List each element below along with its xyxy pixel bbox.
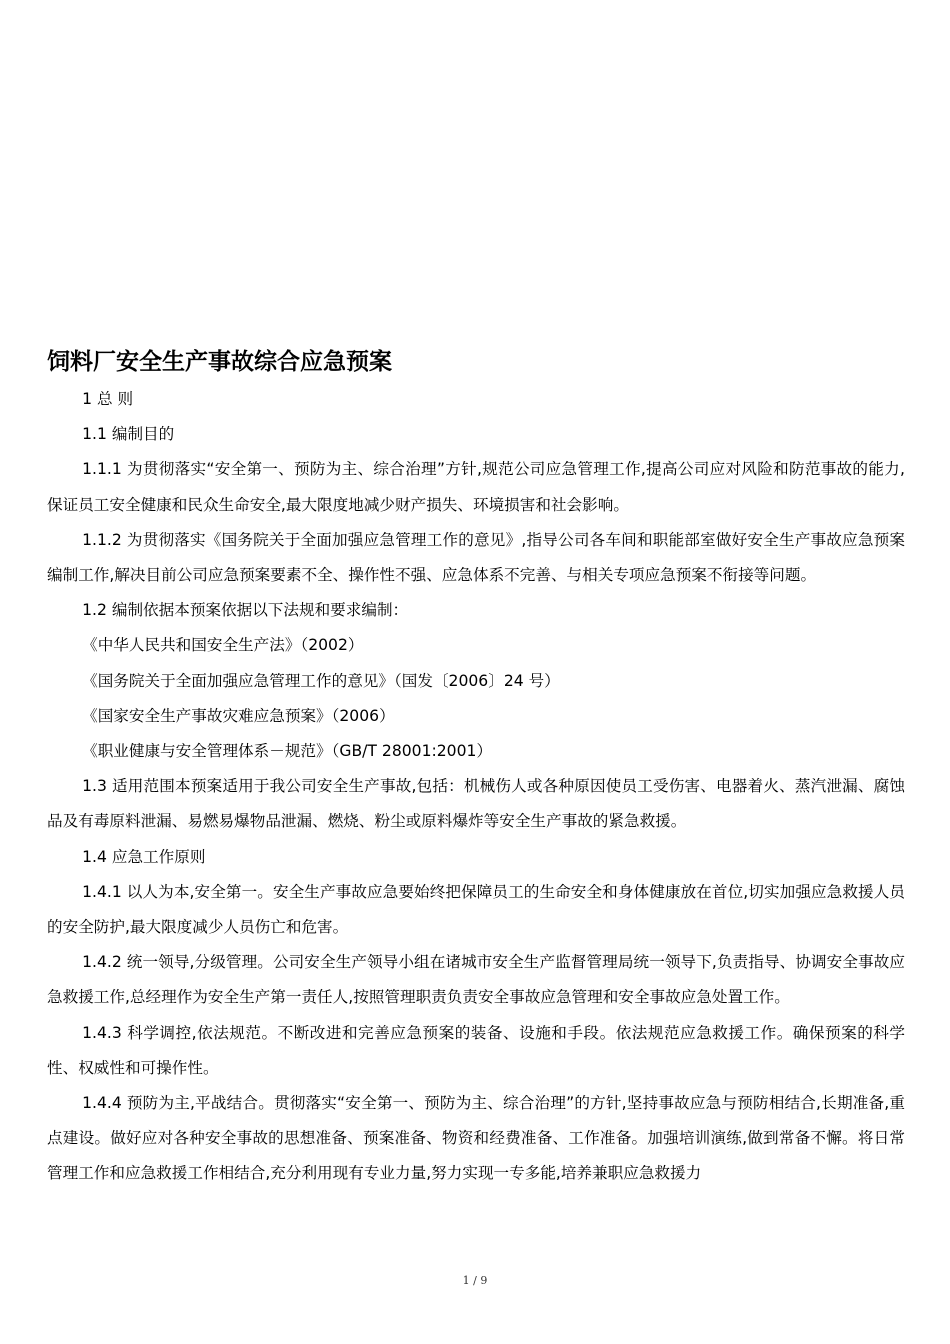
paragraph-1-4-3: 1.4.3 科学调控,依法规范。不断改进和完善应急预案的装备、设施和手段。依法规范应急救援工作。确保预案的科学性、权威性和可操作性。 [47, 1023, 905, 1077]
document-body [47, 382, 905, 1192]
paragraph-1-4-1: 1.4.1 以人为本,安全第一。安全生产事故应急要始终把保障员工的生命安全和身体健康放在首位,切实加强应急救援人员的安全防护,最大限度减少人员伤亡和危害。 [47, 882, 905, 937]
paragraph-1-2-basis: 1.2 编制依据本预案依据以下法规和要求编制： [82, 601, 409, 620]
reference-item: 《中华人民共和国安全生产法》（2002） [82, 636, 364, 655]
reference-item: 《职业健康与安全管理体系－规范》（GB/T 28001:2001） [82, 742, 493, 761]
reference-item: 《国家安全生产事故灾难应急预案》（2006） [82, 706, 395, 725]
page-number: 1 / 9 [462, 1274, 488, 1287]
paragraph-1-1-1: 1.1.1 为贯彻落实“安全第一、预防为主、综合治理”方针,规范公司应急管理工作,提高公司应对风险和防范事故的能力,保证员工安全健康和民众生命安全,最大限度地减少财产损失、环境损害和社会影响。 [47, 460, 905, 514]
document-title: 饲料厂安全生产事故综合应急预案 [47, 349, 392, 375]
section-heading-general: 1 总 则 [82, 390, 134, 408]
section-heading-purpose: 1.1 编制目的 [82, 425, 175, 444]
reference-item: 《国务院关于全面加强应急管理工作的意见》（国发〔2006〕24 号） [82, 671, 560, 690]
paragraph-1-1-2: 1.1.2 为贯彻落实《国务院关于全面加强应急管理工作的意见》,指导公司各车间和职能部室做好安全生产事故应急预案编制工作,解决目前公司应急预案要素不全、操作性不强、应急体系不完善、与相关专项应急预案不衔接等问题。 [47, 530, 905, 585]
section-heading-principles: 1.4 应急工作原则 [82, 847, 206, 866]
paragraph-1-4-4: 1.4.4 预防为主,平战结合。贯彻落实“安全第一、预防为主、综合治理”的方针,坚持事故应急与预防相结合,长期准备,重点建设。做好应对各种安全事故的思想准备、预案准备、物资和经费准备、工作准备。加强培训演练,做到常备不懈。将日常管理工作和应急救援工作相结合,充分利用现有专业力量,努力实现一专多能,培养兼职应急救援力 [47, 1094, 905, 1183]
paragraph-1-4-2: 1.4.2 统一领导,分级管理。公司安全生产领导小组在诸城市安全生产监督管理局统一领导下,负责指导、协调安全事故应急救援工作,总经理作为安全生产第一责任人,按照管理职责负责安全事故应急管理和安全事故应急处置工作。 [47, 953, 905, 1007]
paragraph-1-3-scope: 1.3 适用范围本预案适用于我公司安全生产事故,包括：机械伤人或各种原因使员工受伤害、电器着火、蒸汽泄漏、腐蚀品及有毒原料泄漏、易燃易爆物品泄漏、燃烧、粉尘或原料爆炸等安全生产事故的紧急救援。 [47, 777, 905, 831]
